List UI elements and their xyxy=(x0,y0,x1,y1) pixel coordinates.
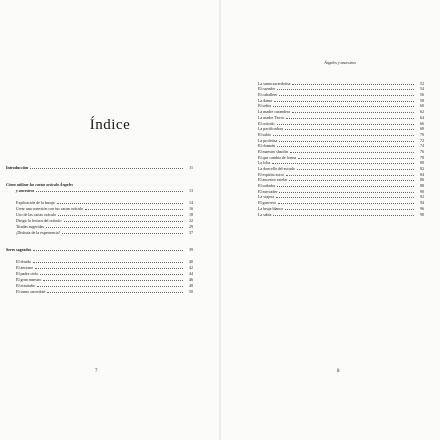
toc-entry-page: 84 xyxy=(420,171,424,177)
toc-entry-label: Introducción xyxy=(6,165,29,170)
leader-dots xyxy=(286,117,414,119)
toc-entry-page: 29 xyxy=(189,224,193,229)
toc-entry-page: 16 xyxy=(189,206,193,211)
leader-dots xyxy=(35,267,183,269)
leader-dots xyxy=(33,261,183,263)
toc-entry-label: ¡Disfruta de la experiencia! xyxy=(16,230,60,235)
toc-entry-label: El oráculo xyxy=(258,120,275,126)
toc-left xyxy=(6,164,193,294)
toc-entry-label: El druida xyxy=(16,259,31,264)
leader-dots xyxy=(298,157,414,159)
toc-entry-page: 82 xyxy=(420,166,424,171)
toc-entry-label: Dirigir la lectura del oráculo xyxy=(16,218,62,223)
running-header: Ángeles y ancestros xyxy=(324,60,356,65)
leader-dots xyxy=(40,273,183,275)
toc-entry-page: 68 xyxy=(420,126,424,132)
toc-entry-page: 42 xyxy=(189,265,193,270)
toc-entry-label: Cómo utilizar las cartas oráculo Ángeles xyxy=(6,182,74,187)
leader-dots xyxy=(279,94,414,96)
toc-entry-page: 62 xyxy=(420,109,424,115)
toc-entry xyxy=(6,164,193,170)
toc-entry-page: 54 xyxy=(420,86,424,92)
leader-dots xyxy=(273,134,414,136)
toc-entry xyxy=(6,229,193,235)
toc-entry-page: 14 xyxy=(189,200,193,205)
toc-entry-label: La dama xyxy=(258,97,272,103)
leader-dots xyxy=(273,214,414,216)
toc-entry-label: La madre Tierra xyxy=(258,114,284,120)
leader-dots xyxy=(297,168,414,170)
leader-dots xyxy=(43,279,183,281)
leader-dots xyxy=(272,162,414,164)
toc-entry-label: Seres sagrados xyxy=(6,247,32,252)
toc-entry-label: El cazador xyxy=(258,86,275,92)
page-number: 8 xyxy=(337,369,340,374)
toc-entry-page: 46 xyxy=(189,277,193,282)
leader-dots xyxy=(273,105,414,107)
leader-dots xyxy=(64,220,183,222)
toc-entry-label: El soñador xyxy=(258,183,276,189)
leader-dots xyxy=(30,167,183,169)
toc-entry-label: El anciano xyxy=(16,265,33,270)
toc-entry-label: El señor xyxy=(258,103,272,109)
toc-entry-page: 22 xyxy=(189,218,193,223)
leader-dots xyxy=(37,285,183,287)
leader-dots xyxy=(62,232,183,234)
toc-entry-label: y ancestros xyxy=(16,188,35,193)
toc-entry-label: La loba xyxy=(258,160,271,166)
toc-entry-label: El maestro shaolin xyxy=(258,148,288,154)
toc-entry-label: El chamán xyxy=(258,143,275,149)
toc-entry-page: 13 xyxy=(189,188,193,193)
toc-entry-label: La bruja blanca xyxy=(258,205,283,211)
toc-entry-page: 40 xyxy=(189,259,193,264)
toc-entry-label: El guerrero xyxy=(258,200,277,206)
toc-entry-page: 92 xyxy=(420,194,424,200)
toc-entry-page: 88 xyxy=(420,183,424,189)
toc-entry-label: Tiradas sugeridas xyxy=(16,224,44,229)
toc-entry xyxy=(6,288,193,294)
leader-dots xyxy=(85,208,183,210)
leader-dots xyxy=(33,249,183,251)
toc-entry-page: 64 xyxy=(420,114,424,120)
page-number: 7 xyxy=(95,369,98,374)
toc-entry-page: 44 xyxy=(189,271,193,276)
toc-entry-label: El padre cielo xyxy=(16,271,39,276)
toc-entry-page: 86 xyxy=(420,177,424,183)
leader-dots xyxy=(292,83,414,85)
toc-entry-label: El ermitaño xyxy=(16,283,35,288)
right-page xyxy=(220,0,440,440)
toc-entry-page: 72 xyxy=(420,137,424,143)
toc-entry-page: 98 xyxy=(420,211,424,217)
toc-entry-page: 90 xyxy=(420,188,424,194)
toc-entry-page: 74 xyxy=(420,143,424,149)
leader-dots xyxy=(279,140,414,142)
leader-dots xyxy=(277,88,414,90)
toc-entry-label: El sabio xyxy=(258,131,271,137)
toc-entry-label: Explicación de la baraja xyxy=(16,200,55,205)
leader-dots xyxy=(47,291,183,293)
leader-dots xyxy=(285,208,414,210)
toc-entry-label: La pacificadora xyxy=(258,126,283,132)
toc-entry-label: El ancestro estelar xyxy=(258,177,288,183)
toc-entry-page: 70 xyxy=(420,131,424,137)
toc-entry xyxy=(258,211,424,217)
leader-dots xyxy=(290,151,414,153)
toc-entry-page: 80 xyxy=(420,160,424,166)
leader-dots xyxy=(274,100,414,102)
leader-dots xyxy=(277,123,414,125)
toc-entry-label: Uso de las cartas oráculo xyxy=(16,212,56,217)
leader-dots xyxy=(46,226,183,228)
toc-entry-page: 18 xyxy=(189,212,193,217)
toc-entry-label: El espíritu zorro xyxy=(258,171,284,177)
toc-entry-label: La madre curandera xyxy=(258,109,290,115)
leader-dots xyxy=(57,202,183,204)
index-title: Índice xyxy=(89,117,131,133)
leader-dots xyxy=(277,145,414,147)
toc-entry-label: El que cambia de forma xyxy=(258,154,297,160)
toc-right xyxy=(258,80,424,217)
toc-entry-page: 50 xyxy=(189,289,193,294)
leader-dots xyxy=(58,214,183,216)
leader-dots xyxy=(277,185,414,187)
toc-entry-label: La sabia xyxy=(258,211,272,217)
toc-entry-label: La viajera xyxy=(258,194,275,200)
toc-entry-page: 56 xyxy=(420,92,424,98)
toc-entry-page: 94 xyxy=(420,200,424,206)
toc-entry xyxy=(6,246,193,252)
toc-entry-label: La profetisa xyxy=(258,137,278,143)
leader-dots xyxy=(36,190,183,192)
toc-entry-page: 96 xyxy=(420,205,424,211)
toc-entry-page: 66 xyxy=(420,120,424,126)
leader-dots xyxy=(278,202,414,204)
toc-entry-page: 52 xyxy=(420,80,424,86)
toc-entry-page: 48 xyxy=(189,283,193,288)
toc-entry xyxy=(6,187,193,193)
toc-entry-label: Crear una conexión con tus cartas oráculo xyxy=(16,206,84,211)
toc-entry-label: El mercader xyxy=(258,188,278,194)
toc-entry-page: 39 xyxy=(189,247,193,252)
leader-dots xyxy=(289,179,414,181)
toc-entry-page: 11 xyxy=(189,165,193,170)
toc-entry-page: 78 xyxy=(420,154,424,160)
toc-entry-page: 76 xyxy=(420,148,424,154)
leader-dots xyxy=(292,111,414,113)
toc-entry-page: 37 xyxy=(189,230,193,235)
toc-entry-label: El gran maestro xyxy=(16,277,42,282)
toc-entry-label: El sumo sacerdote xyxy=(16,289,46,294)
toc-entry-label: La doncella del escudo xyxy=(258,166,295,171)
toc-entry-page: 58 xyxy=(420,97,424,103)
toc-entry-label: El caballero xyxy=(258,92,278,98)
leader-dots xyxy=(276,196,414,198)
toc-entry-label: La suma sacerdotisa xyxy=(258,80,291,86)
leader-dots xyxy=(285,128,414,130)
leader-dots xyxy=(286,174,414,176)
leader-dots xyxy=(279,191,414,193)
toc-entry-page: 60 xyxy=(420,103,424,109)
